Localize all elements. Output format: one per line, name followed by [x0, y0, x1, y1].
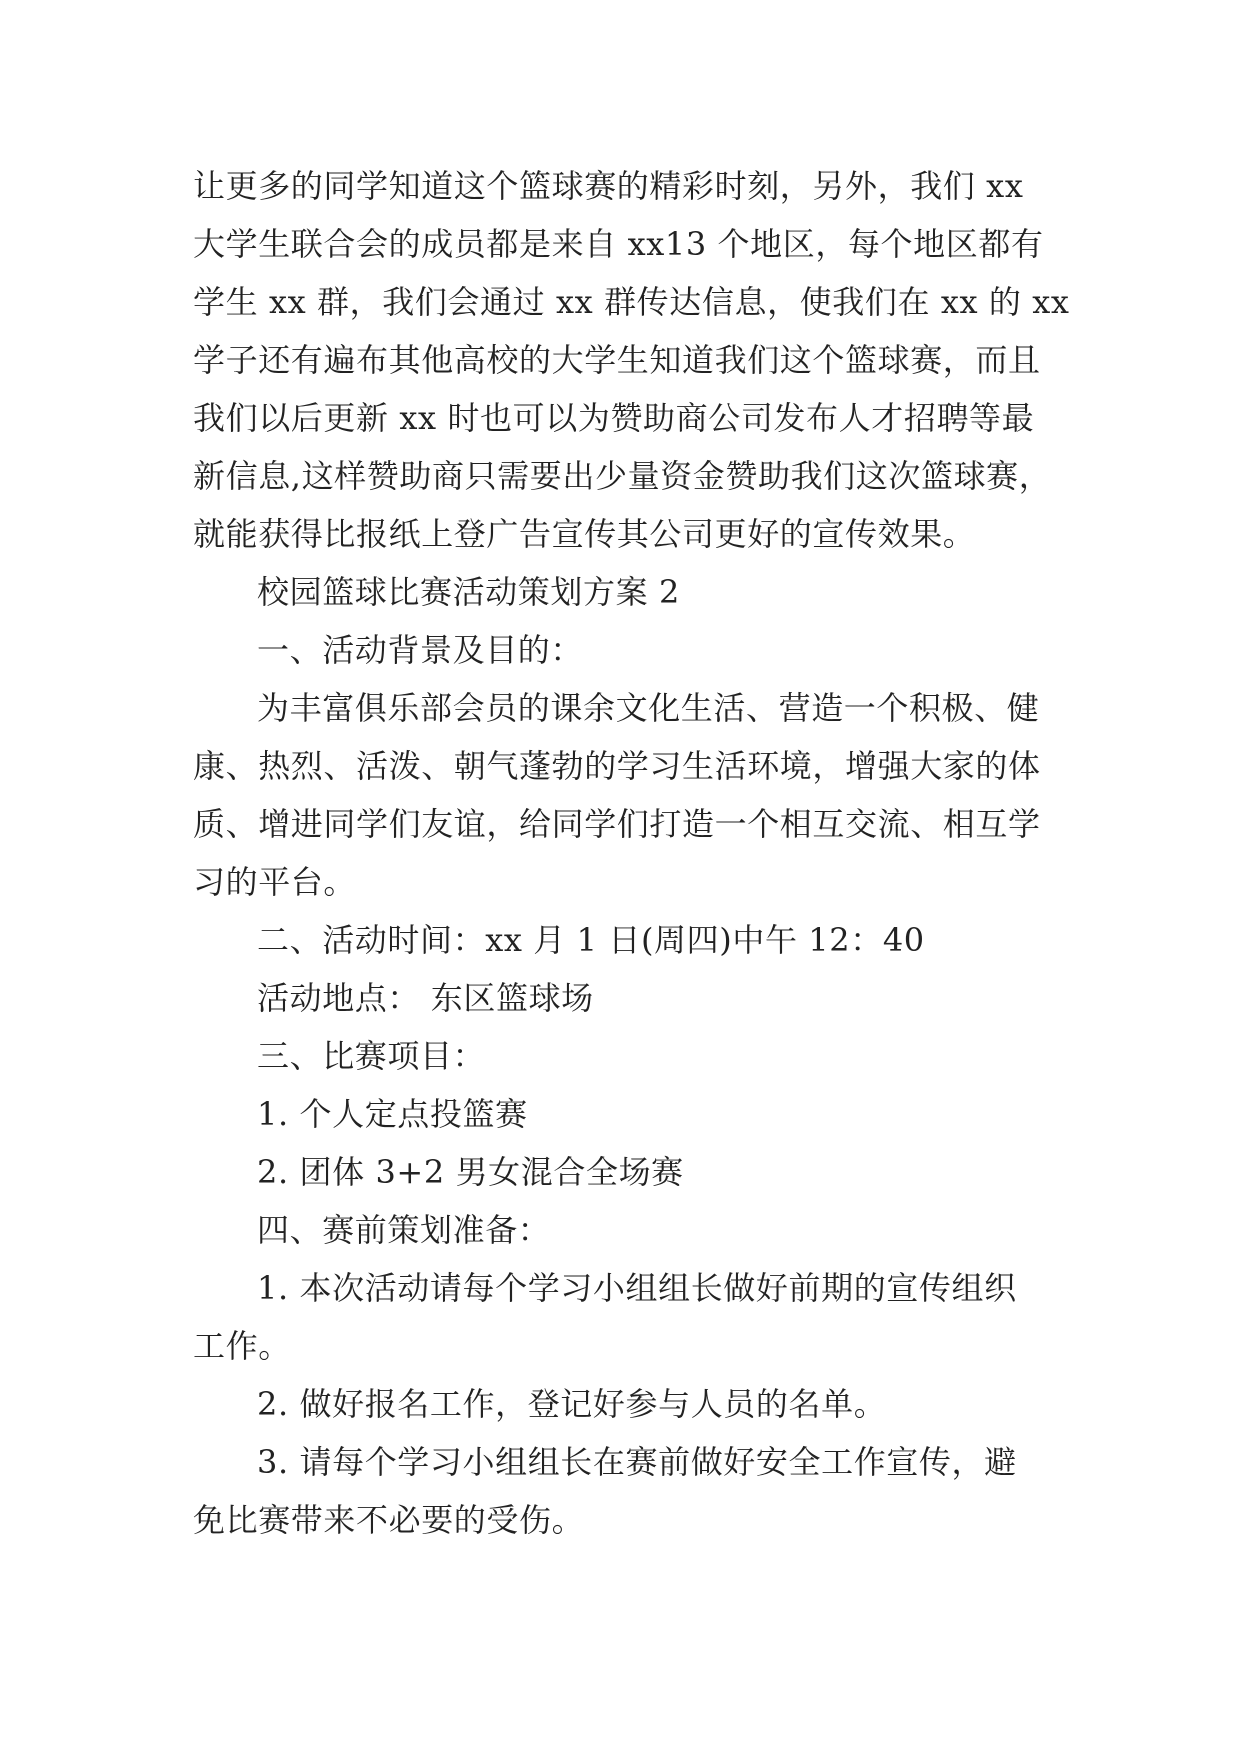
text-line: 大学生联合会的成员都是来自 xx13 个地区，每个地区都有	[193, 225, 1044, 263]
text-line: 康、热烈、活泼、朝气蓬勃的学习生活环境，增强大家的体	[193, 747, 1041, 785]
text-line: 三、比赛项目：	[257, 1037, 486, 1075]
text-line: 1. 个人定点投篮赛	[257, 1095, 528, 1133]
text-line: 新信息,这样赞助商只需要出少量资金赞助我们这次篮球赛，	[193, 457, 1052, 495]
text-line: 四、赛前策划准备：	[257, 1211, 551, 1249]
text-line: 习的平台。	[193, 863, 357, 901]
text-line: 校园篮球比赛活动策划方案 2	[257, 573, 680, 611]
text-line: 工作。	[193, 1327, 291, 1365]
text-line: 我们以后更新 xx 时也可以为赞助商公司发布人才招聘等最	[193, 399, 1035, 437]
text-line: 让更多的同学知道这个篮球赛的精彩时刻，另外，我们 xx	[193, 167, 1024, 205]
text-line: 二、活动时间：xx 月 1 日(周四)中午 12：40	[257, 921, 925, 959]
text-line: 质、增进同学们友谊，给同学们打造一个相互交流、相互学	[193, 805, 1041, 843]
text-line: 免比赛带来不必要的受伤。	[193, 1501, 585, 1539]
text-line: 1. 本次活动请每个学习小组组长做好前期的宣传组织	[257, 1269, 1017, 1307]
text-line: 就能获得比报纸上登广告宣传其公司更好的宣传效果。	[193, 515, 976, 553]
text-line: 为丰富俱乐部会员的课余文化生活、营造一个积极、健	[257, 689, 1040, 727]
document-body	[193, 157, 1070, 1549]
text-line: 学子还有遍布其他高校的大学生知道我们这个篮球赛，而且	[193, 341, 1041, 379]
text-line: 3. 请每个学习小组组长在赛前做好安全工作宣传，避	[257, 1443, 1017, 1481]
text-line: 一、活动背景及目的：	[257, 631, 584, 669]
text-line: 学生 xx 群，我们会通过 xx 群传达信息，使我们在 xx 的 xx	[193, 283, 1070, 321]
text-line: 2. 做好报名工作，登记好参与人员的名单。	[257, 1385, 887, 1423]
text-line: 2. 团体 3+2 男女混合全场赛	[257, 1153, 684, 1191]
text-line: 活动地点： 东区篮球场	[257, 979, 594, 1017]
